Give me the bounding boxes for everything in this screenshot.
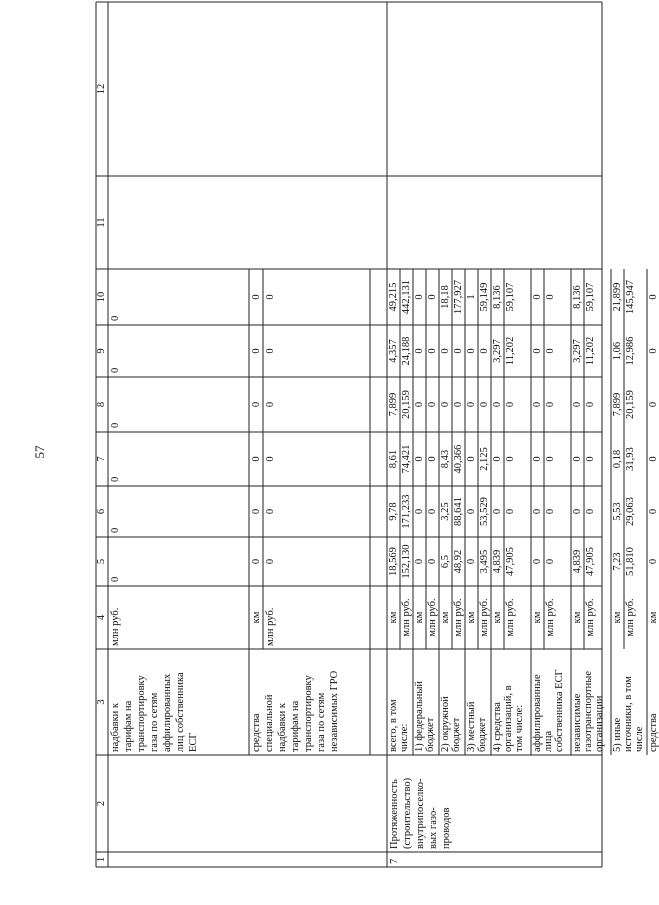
value-km: 0 [532,558,543,565]
cell-label: надбавки к [110,702,121,752]
value-cell: 0 [251,348,262,354]
value-rub: 0 [427,294,438,300]
row-label: 5) иные [612,717,623,752]
value-rub: 0 [453,401,464,408]
value-rub: 152,130 [401,544,412,579]
header-col-7: 7 [96,456,107,462]
value-rub: 0 [545,508,556,515]
value-rub: 0 [585,401,596,408]
value-km: 0 [572,401,583,408]
value-rub: 177,927 [453,279,464,315]
value-rub: 53,529 [479,497,490,526]
value-rub: 0 [427,508,438,515]
value-km: 0 [532,401,543,408]
value-rub: 0 [427,558,438,565]
value-rub: 40,366 [453,444,464,474]
unit-km: км [572,611,583,624]
value-km: 0 [414,456,425,462]
row-label: бюджет [451,717,462,752]
value-km: 0 [648,294,659,300]
value-rub: 145,947 [625,279,636,315]
value-rub: 0 [505,401,516,408]
value-cell: 0 [110,476,121,482]
unit-cell: млн руб. [110,607,121,646]
header-col-6: 6 [96,508,107,515]
value-rub: 0 [505,508,516,515]
unit-rub: млн руб. [505,598,516,637]
value-km: 0 [572,456,583,462]
unit-km: км [532,611,543,624]
value-km: 3,297 [492,339,503,363]
value-rub: 0 [427,348,438,354]
row-label: 1) федеральный [414,680,425,752]
unit-cell: км [251,611,262,624]
value-km: 3,297 [572,339,583,363]
value-cell: 0 [265,456,276,462]
value-km: 0 [648,508,659,515]
value-rub: 59,107 [505,282,516,312]
section-title: Протяженность [389,779,400,849]
unit-km: км [612,611,623,624]
value-rub: 12,986 [625,336,636,366]
cell-label: тарифам на [290,700,301,752]
value-km: 18,18 [440,285,451,309]
cell-label: средства [251,713,262,752]
value-rub: 0 [505,456,516,462]
value-km: 0 [492,401,503,408]
header-col-3: 3 [96,699,107,705]
value-rub: 88,641 [453,497,464,526]
row-label: всего, в том [388,699,399,752]
row-label: собственника ЕСГ [554,669,565,752]
row-label: 2) окружной [440,696,451,752]
unit-km: км [466,611,477,624]
value-km: 0 [648,558,659,565]
value-km: 3,25 [440,502,451,521]
value-rub: 0 [585,508,596,515]
value-cell: 0 [251,401,262,408]
value-cell: 0 [251,558,262,565]
row-label: бюджет [425,717,436,752]
value-rub: 0 [479,348,490,354]
page-number: 57 [32,445,47,459]
value-rub: 59,107 [585,282,596,312]
value-rub: 24,188 [401,336,412,366]
value-rub: 2,125 [479,447,490,471]
value-km: 4,357 [388,339,399,363]
cell-label: аффилированных [162,673,173,752]
row-label: организации [594,695,605,752]
value-rub: 0 [545,348,556,354]
header-col-4: 4 [96,614,107,621]
row-label: источники, в том [623,676,634,752]
value-rub: 59,149 [479,282,490,312]
value-cell: 0 [110,576,121,582]
value-cell: 0 [251,456,262,462]
value-rub: 11,202 [505,336,516,366]
cell-label: газа по сетям [316,692,327,752]
cell-label: независимых ГРО [329,670,340,752]
value-rub: 0 [427,401,438,408]
value-rub: 20,159 [401,390,412,419]
value-cell: 0 [265,508,276,515]
value-rub: 31,93 [625,447,636,471]
value-km: 0 [492,456,503,462]
value-cell: 0 [110,315,121,321]
value-km: 7,899 [388,392,399,417]
header-col-12: 12 [96,83,107,95]
value-km: 0 [414,558,425,565]
value-km: 49,215 [388,282,399,312]
value-km: 8,136 [492,285,503,309]
value-km: 0 [492,508,503,515]
cell-label: надбавки к [277,702,288,752]
value-rub: 11,202 [585,336,596,366]
value-km: 6,5 [440,554,451,569]
header-col-1: 1 [96,856,107,863]
cell-label: ЕСГ [188,732,199,752]
unit-km: км [440,611,451,624]
value-km: 0 [414,401,425,408]
value-rub: 0 [545,401,556,408]
row-label: числе: [399,723,410,752]
cell-label: лиц собственника [175,672,186,752]
value-km: 0 [532,348,543,354]
value-km: 0 [440,348,451,354]
cell-label: транспортировку [136,675,147,752]
unit-rub: млн руб. [453,598,464,637]
value-cell: 0 [265,294,276,300]
cell-label: специальной [264,694,275,752]
value-rub: 74,421 [401,444,412,474]
value-cell: 0 [110,367,121,373]
value-km: 8,61 [388,449,399,469]
row-label: независимые [572,693,583,752]
value-km: 0 [466,558,477,565]
unit-cell: млн руб. [265,607,276,646]
value-km: 4,839 [492,549,503,574]
row-label: числе [634,726,645,752]
value-km: 8,136 [572,285,583,309]
value-km: 0 [414,348,425,354]
value-cell: 0 [251,294,262,300]
header-col-2: 2 [96,800,107,807]
unit-km: км [414,611,425,624]
value-cell: 0 [251,508,262,515]
unit-rub: млн руб. [479,598,490,637]
value-km: 4,839 [572,549,583,574]
unit-km: км [492,611,503,624]
row-label: 4) средства [492,702,503,752]
row-label: бюджет [477,717,488,752]
value-km: 0 [648,456,659,462]
cell-label: транспортировку [303,675,314,752]
header-col-11: 11 [96,217,107,228]
header-col-9: 9 [96,348,107,354]
value-km: 0 [572,508,583,515]
value-rub: 0 [545,456,556,462]
value-km: 9,78 [388,502,399,521]
value-rub: 0 [453,348,464,354]
value-km: 0 [532,508,543,515]
value-cell: 0 [265,558,276,565]
row-label: аффилированные [532,674,543,752]
value-km: 0 [532,456,543,462]
rotated-table [96,2,659,867]
value-cell: 0 [110,422,121,428]
value-km: 0 [648,348,659,354]
value-km: 1 [466,294,477,300]
value-rub: 47,905 [505,547,516,576]
value-km: 0 [466,348,477,354]
row-label: организаций, в [503,685,514,752]
header-col-8: 8 [96,401,107,408]
row-label: лица [543,730,554,752]
unit-rub: млн руб. [401,598,412,637]
unit-km: км [648,611,659,624]
value-rub: 29,063 [625,497,636,526]
value-km: 21,899 [612,282,623,312]
section-title: внутрипоселко- [415,778,426,849]
cell-label: тарифам на [123,700,134,752]
unit-rub: млн руб. [427,598,438,637]
value-rub: 0 [427,456,438,462]
cell-label: газа по сетям [149,692,160,752]
value-rub: 0 [545,558,556,565]
unit-rub: млн руб. [545,598,556,637]
value-rub: 51,810 [625,547,636,576]
section-title: вых газо- [428,807,439,849]
value-rub: 3,495 [479,549,490,574]
value-rub: 0 [479,401,490,408]
value-km: 0 [466,508,477,515]
value-km: 18,569 [388,547,399,576]
unit-km: км [388,611,399,624]
row-label: том числе: [514,704,525,752]
header-col-10: 10 [96,291,107,303]
value-km: 0 [648,401,659,408]
header-col-5: 5 [96,558,107,565]
value-km: 8,43 [440,449,451,469]
row-label: средства [648,713,659,752]
value-km: 0 [440,401,451,408]
value-km: 0 [414,294,425,300]
value-rub: 0 [545,294,556,300]
unit-rub: млн руб. [585,598,596,637]
value-rub: 171,233 [401,494,412,529]
value-rub: 0 [585,456,596,462]
value-cell: 0 [265,348,276,354]
section-title: проводов [441,807,452,849]
value-rub: 442,131 [401,279,412,315]
row-number: 7 [389,858,400,864]
value-km: 0 [532,294,543,300]
value-rub: 20,159 [625,390,636,419]
value-km: 7,899 [612,392,623,417]
value-km: 1,06 [612,341,623,361]
value-cell: 0 [110,527,121,533]
value-km: 5,53 [612,502,623,521]
value-km: 0 [466,401,477,408]
unit-rub: млн руб. [625,598,636,637]
value-rub: 47,905 [585,547,596,576]
row-label: 3) местный [466,701,477,752]
value-km: 7,23 [612,552,623,571]
value-km: 0,18 [612,449,623,469]
row-label: газотранспортные [583,671,594,752]
value-rub: 48,92 [453,549,464,574]
value-km: 0 [466,456,477,462]
value-cell: 0 [265,401,276,408]
section-title: (строительство) [402,777,413,849]
value-km: 0 [414,508,425,515]
